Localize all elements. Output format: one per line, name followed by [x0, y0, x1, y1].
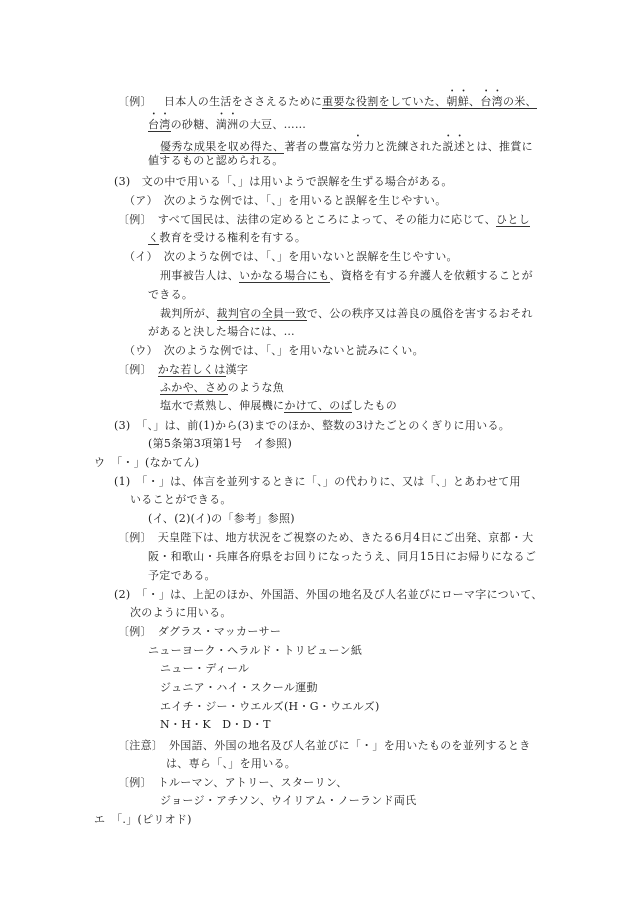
text-segment: 刑事被告人は、: [160, 269, 240, 282]
text-segment: 裁判所が、: [160, 307, 217, 320]
text-segment: 〔例〕: [118, 363, 158, 376]
text-line: [160, 793, 417, 808]
text-segment: 〔注意〕 外国語、外国の地名及び人名並びに「・」を用いたものを並列するとき: [118, 739, 531, 752]
text-line: [114, 418, 510, 433]
text-segment: 〔例〕 トルーマン、アトリー、スターリン、: [118, 776, 348, 789]
text-line: [124, 249, 458, 264]
text-segment: ニューヨーク・ヘラルド・トリビューン紙: [148, 644, 363, 657]
text-segment: 次のように用いる。: [130, 606, 232, 619]
text-segment: (3) 文の中で用いる「、」は用いようで誤解を生ずる場合がある。: [114, 175, 453, 188]
text-segment: 値するものと認められる。: [148, 154, 284, 167]
text-line: [114, 587, 543, 602]
section-heading: [94, 812, 192, 827]
text-segment: 著者の豊富な: [284, 140, 353, 153]
underlined-text: かけて、のば: [284, 399, 352, 412]
text-line: [160, 398, 397, 413]
underlined-text: ひとし: [496, 213, 530, 226]
underlined-text: の米、: [502, 95, 537, 108]
underlined-text: く: [148, 231, 160, 244]
text-line: [148, 111, 307, 131]
text-line: [148, 643, 362, 658]
text-segment: ニュー・ディール: [160, 662, 250, 675]
underlined-text: かな若しくは: [157, 363, 226, 376]
text-segment: 阪・和歌山・兵庫各府県をお回りになったうえ、同月15日にお帰りになるご: [148, 550, 537, 563]
underlined-text: ふかや、さめ: [160, 381, 228, 394]
text-segment: 教育を受ける権利を有する。: [159, 231, 307, 244]
text-segment: したもの: [351, 399, 398, 412]
text-line: [124, 343, 424, 358]
text-line: [148, 230, 306, 245]
text-segment: 〔例〕 ダグラス・マッカーサー: [118, 625, 282, 638]
text-segment: できる。: [148, 288, 194, 301]
text-line: [160, 717, 271, 732]
text-line: [160, 699, 380, 714]
text-line: [118, 624, 281, 639]
text-segment: N・H・K D・D・T: [160, 718, 271, 731]
emphasized-underlined-text: 台湾: [480, 95, 503, 108]
text-segment: エイチ・ジー・ウエルズ(H・G・ウエルズ): [160, 700, 380, 713]
section-heading: [94, 455, 199, 470]
text-line: [148, 287, 193, 302]
text-segment: 、資格を有する弁護人を依頼することが: [329, 269, 533, 282]
text-segment: 日本人の生活をささえるために: [163, 95, 323, 108]
text-line: [118, 530, 533, 545]
text-segment: とは、推賞に: [465, 140, 533, 153]
text-segment: 〔例〕: [118, 95, 152, 108]
text-line: [148, 568, 216, 583]
text-segment: （ア） 次のような例では、「、」を用いると誤解を生じやすい。: [124, 194, 447, 207]
text-segment: 〔例〕 天皇陛下は、地方状況をご視察のため、きたる6月4日にご出発、京都・大: [118, 531, 534, 544]
text-line: [166, 756, 296, 771]
text-segment: （ウ） 次のような例では、「、」を用いないと読みにくい。: [124, 344, 424, 357]
underlined-text: 裁判官の全員一致: [216, 307, 307, 320]
text-line: [148, 324, 295, 339]
text-line: [148, 436, 292, 451]
emphasized-text: 説述: [442, 140, 466, 153]
text-segment: ジョージ・アチソン、ウイリアム・ノーランド両氏: [160, 794, 417, 807]
text-segment: 〔例〕 すべて国民は、法律の定めるところによって、その能力に応じて、: [118, 213, 497, 226]
text-segment: (2) 「・」は、上記のほか、外国語、外国の地名及び人名並びにローマ字について、: [114, 588, 543, 601]
emphasized-underlined-text: 台湾: [148, 118, 171, 131]
text-segment: (1) 「・」は、体言を並列するときに「、」の代わりに、又は「、」とあわせて用: [114, 475, 521, 488]
text-line: [160, 380, 284, 395]
text-segment: で、公の秩序又は善良の風俗を害するおそれ: [306, 307, 533, 320]
text-segment: は、専ら「、」を用いる。: [166, 757, 297, 770]
text-line: [148, 511, 295, 526]
underlined-text: いかなる場合にも: [239, 269, 330, 282]
text-segment: 漢字: [225, 363, 249, 376]
underlined-text: 優秀な成果を収め得た、: [160, 140, 285, 153]
emphasized-text: 労: [352, 140, 364, 153]
text-line: [160, 268, 533, 283]
text-segment: 力と洗練された: [363, 140, 443, 153]
text-segment: (イ、(2)(イ)の「参考」参照): [148, 512, 295, 525]
text-segment: があると決した場合には、…: [148, 325, 295, 338]
underlined-text: 重要な役割をしていた、: [322, 95, 447, 108]
text-line: [160, 661, 249, 676]
text-line: [118, 212, 530, 227]
text-line: [130, 492, 232, 507]
text-segment: (3) 「、」は、前(1)から(3)までのほか、整数の3けたごとのくぎりに用いる。: [114, 419, 511, 432]
text-line: [118, 88, 537, 108]
emphasized-text: 満洲: [215, 118, 239, 131]
text-line: [118, 738, 531, 753]
underlined-text: 、: [469, 95, 481, 108]
text-segment: ウ 「・」(なかてん): [94, 456, 200, 469]
text-line: [114, 474, 521, 489]
text-line: [118, 775, 348, 790]
text-segment: （イ） 次のような例では、「、」を用いないと誤解を生じやすい。: [124, 250, 458, 263]
text-segment: の砂糖、: [170, 118, 216, 131]
text-segment: (第5条第3項第1号 イ参照): [148, 437, 293, 450]
text-line: [118, 362, 248, 377]
text-line: [124, 193, 447, 208]
text-line: [114, 174, 453, 189]
text-line: [160, 680, 318, 695]
text-line: [160, 306, 533, 321]
text-segment: の大豆、……: [238, 118, 307, 131]
text-segment: 塩水で煮熟し、伸展機に: [160, 399, 285, 412]
text-line: [130, 605, 232, 620]
text-segment: 予定である。: [148, 569, 216, 582]
text-segment: ジュニア・ハイ・スクール運動: [160, 681, 318, 694]
emphasized-underlined-text: 朝鮮: [446, 95, 470, 108]
text-segment: エ 「.」(ピリオド): [94, 813, 192, 826]
text-line: [148, 549, 536, 564]
text-segment: のような魚: [227, 381, 285, 394]
text-segment: いることができる。: [130, 493, 232, 506]
text-line: [148, 153, 284, 168]
text-line: [160, 133, 533, 153]
